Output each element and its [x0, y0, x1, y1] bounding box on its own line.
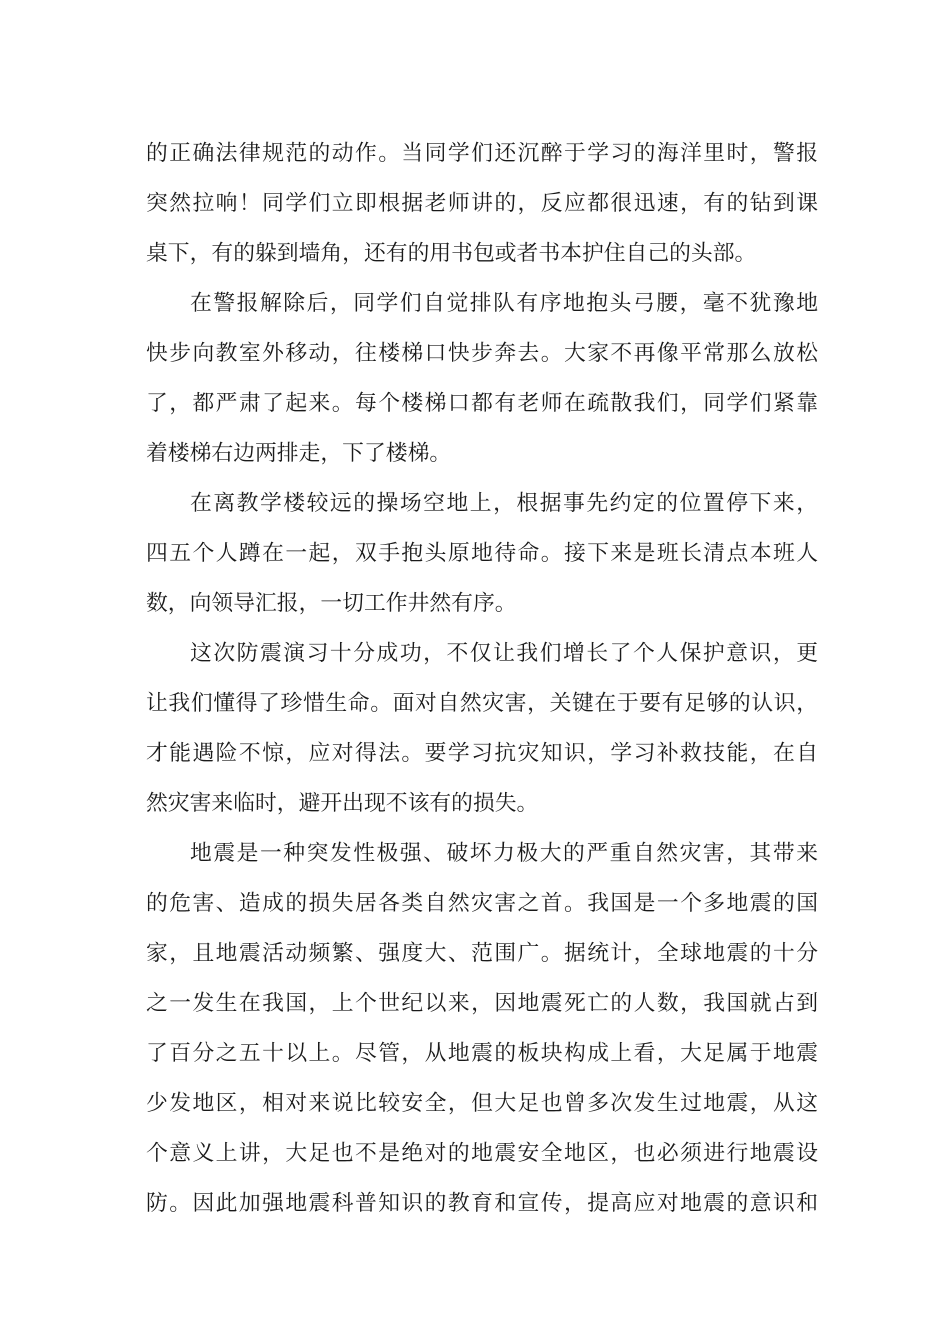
text-line: 个意义上讲，大足也不是绝对的地震安全地区，也必须进行地震设: [146, 1141, 818, 1166]
text-line: 数，向领导汇报，一切工作井然有序。: [146, 591, 517, 616]
text-line: 才能遇险不惊，应对得法。要学习抗灾知识，学习补救技能，在自: [146, 741, 818, 766]
text-line: 的危害、造成的损失居各类自然灾害之首。我国是一个多地震的国: [146, 891, 818, 916]
text-line: 这次防震演习十分成功，不仅让我们增长了个人保护意识，更: [190, 641, 818, 666]
document-body: [146, 129, 818, 1229]
text-line: 家，且地震活动频繁、强度大、范围广。据统计，全球地震的十分: [146, 941, 818, 966]
text-line: 然灾害来临时，避开出现不该有的损失。: [146, 791, 539, 816]
text-line: 地震是一种突发性极强、破坏力极大的严重自然灾害，其带来: [190, 841, 818, 866]
text-line: 在离教学楼较远的操场空地上，根据事先约定的位置停下来，: [190, 491, 818, 516]
text-line: 的正确法律规范的动作。当同学们还沉醉于学习的海洋里时，警报: [146, 141, 818, 166]
text-line: 在警报解除后，同学们自觉排队有序地抱头弓腰，毫不犹豫地: [190, 291, 818, 316]
text-line: 着楼梯右边两排走，下了楼梯。: [146, 441, 452, 466]
text-line: 了，都严肃了起来。每个楼梯口都有老师在疏散我们，同学们紧靠: [146, 391, 818, 416]
text-line: 桌下，有的躲到墙角，还有的用书包或者书本护住自己的头部。: [146, 241, 757, 266]
text-line: 少发地区，相对来说比较安全，但大足也曾多次发生过地震，从这: [146, 1091, 818, 1116]
text-line: 了百分之五十以上。尽管，从地震的板块构成上看，大足属于地震: [146, 1041, 818, 1066]
text-line: 之一发生在我国，上个世纪以来，因地震死亡的人数，我国就占到: [146, 991, 818, 1016]
text-line: 防。因此加强地震科普知识的教育和宣传，提高应对地震的意识和: [146, 1191, 818, 1216]
text-line: 四五个人蹲在一起，双手抱头原地待命。接下来是班长清点本班人: [146, 541, 818, 566]
text-line: 让我们懂得了珍惜生命。面对自然灾害，关键在于要有足够的认识，: [146, 691, 818, 716]
text-line: 快步向教室外移动，往楼梯口快步奔去。大家不再像平常那么放松: [146, 341, 818, 366]
text-line: 突然拉响！同学们立即根据老师讲的，反应都很迅速，有的钻到课: [146, 191, 818, 216]
